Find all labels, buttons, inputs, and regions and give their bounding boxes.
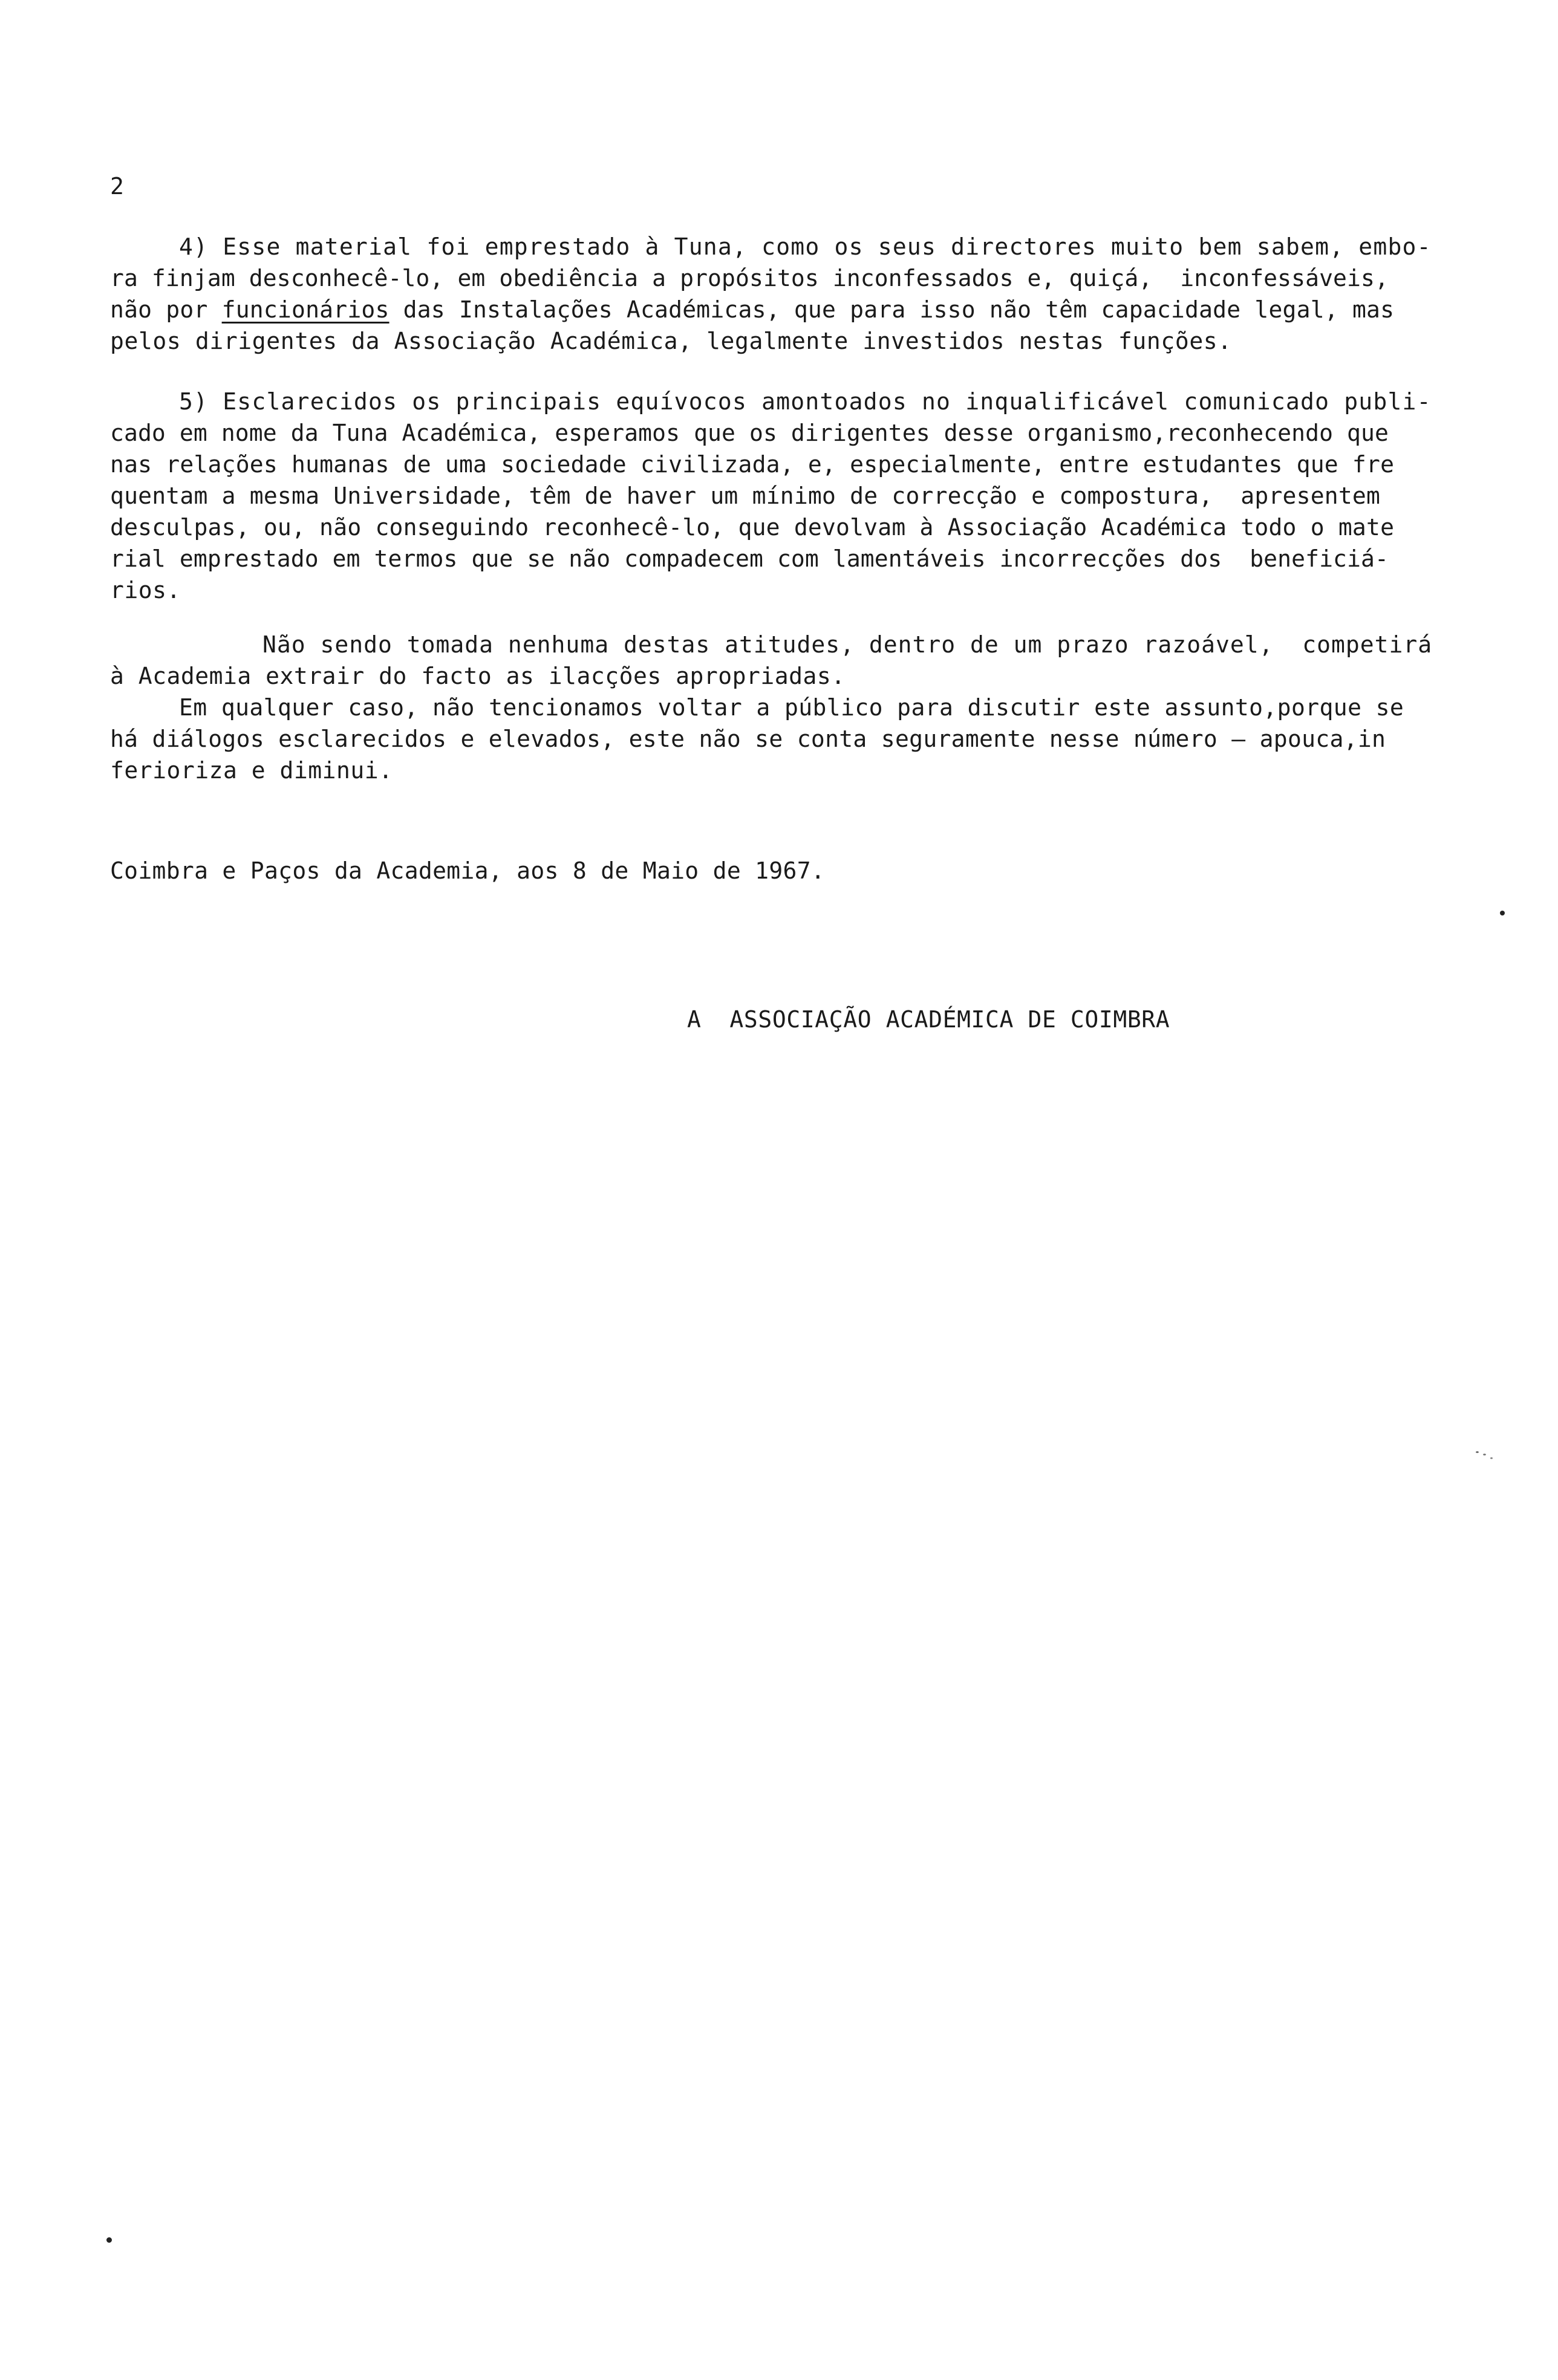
paragraph-5-line-4: quentam a mesma Universidade, têm de haver um mínimo de correcção e compostura, apresentem (110, 483, 1381, 509)
paragraph-5-line-2: cado em nome da Tuna Académica, esperamos que os dirigentes desse organismo,reconhecendo que (110, 420, 1389, 446)
paragraph-5-line-6: rial emprestado em termos que se não compadecem com lamentáveis incorrecções dos beneficiá- (110, 545, 1389, 572)
scan-speck (1490, 1457, 1493, 1459)
paragraph-4-line-3-pre: não por (110, 296, 222, 323)
paragraph-7-line-2: há diálogos esclarecidos e elevados, este não se conta seguramente nesse número — apouca,in (110, 726, 1386, 752)
paragraph-6-line-2: à Academia extrair do facto as ilacções apropriadas. (110, 663, 846, 689)
paragraph-4-line-3 (110, 294, 1394, 325)
paragraph-7-line-1: Em qualquer caso, não tencionamos voltar a público para discutir este assunto,porque se (179, 694, 1404, 721)
scan-speck (1483, 1454, 1486, 1455)
scan-speck (1500, 911, 1505, 915)
place-and-date: Coimbra e Paços da Academia, aos 8 de Maio de 1967. (110, 857, 826, 884)
paragraph-5-line-3: nas relações humanas de uma sociedade civilizada, e, especialmente, entre estudantes que fre (110, 451, 1395, 478)
paragraph-4-line-2: ra finjam desconhecê-lo, em obediência a propósitos inconfessados e, quiçá, inconfessáveis, (110, 265, 1389, 291)
paragraph-6-line-1: Não sendo tomada nenhuma destas atitudes, dentro de um prazo razoável, competirá (262, 631, 1433, 658)
paragraph-5-line-7: rios. (110, 577, 181, 603)
page-number: 2 (110, 173, 124, 200)
paragraph-7-line-3: ferioriza e diminui. (110, 757, 393, 784)
paragraph-5-line-1: 5) Esclarecidos os principais equívocos amontoados no inqualificável comunicado publi- (179, 388, 1432, 415)
underlined-word-funcionarios: funcionários (221, 296, 390, 323)
paragraph-4-line-4: pelos dirigentes da Associação Académica, legalmente investidos nestas funções. (110, 328, 1232, 354)
scan-speck (106, 2237, 112, 2243)
paragraph-4-line-1: 4) Esse material foi emprestado à Tuna, como os seus directores muito bem sabem, embo- (179, 233, 1432, 260)
paragraph-5-line-5: desculpas, ou, não conseguindo reconhecê-lo, que devolvam à Associação Académica todo o mate (110, 514, 1395, 541)
paragraph-4-line-3-post: das Instalações Académicas, que para isso não têm capacidade legal, mas (389, 296, 1395, 323)
signature: A ASSOCIAÇÃO ACADÉMICA DE COIMBRA (687, 1006, 1170, 1033)
scan-speck (1476, 1451, 1479, 1453)
